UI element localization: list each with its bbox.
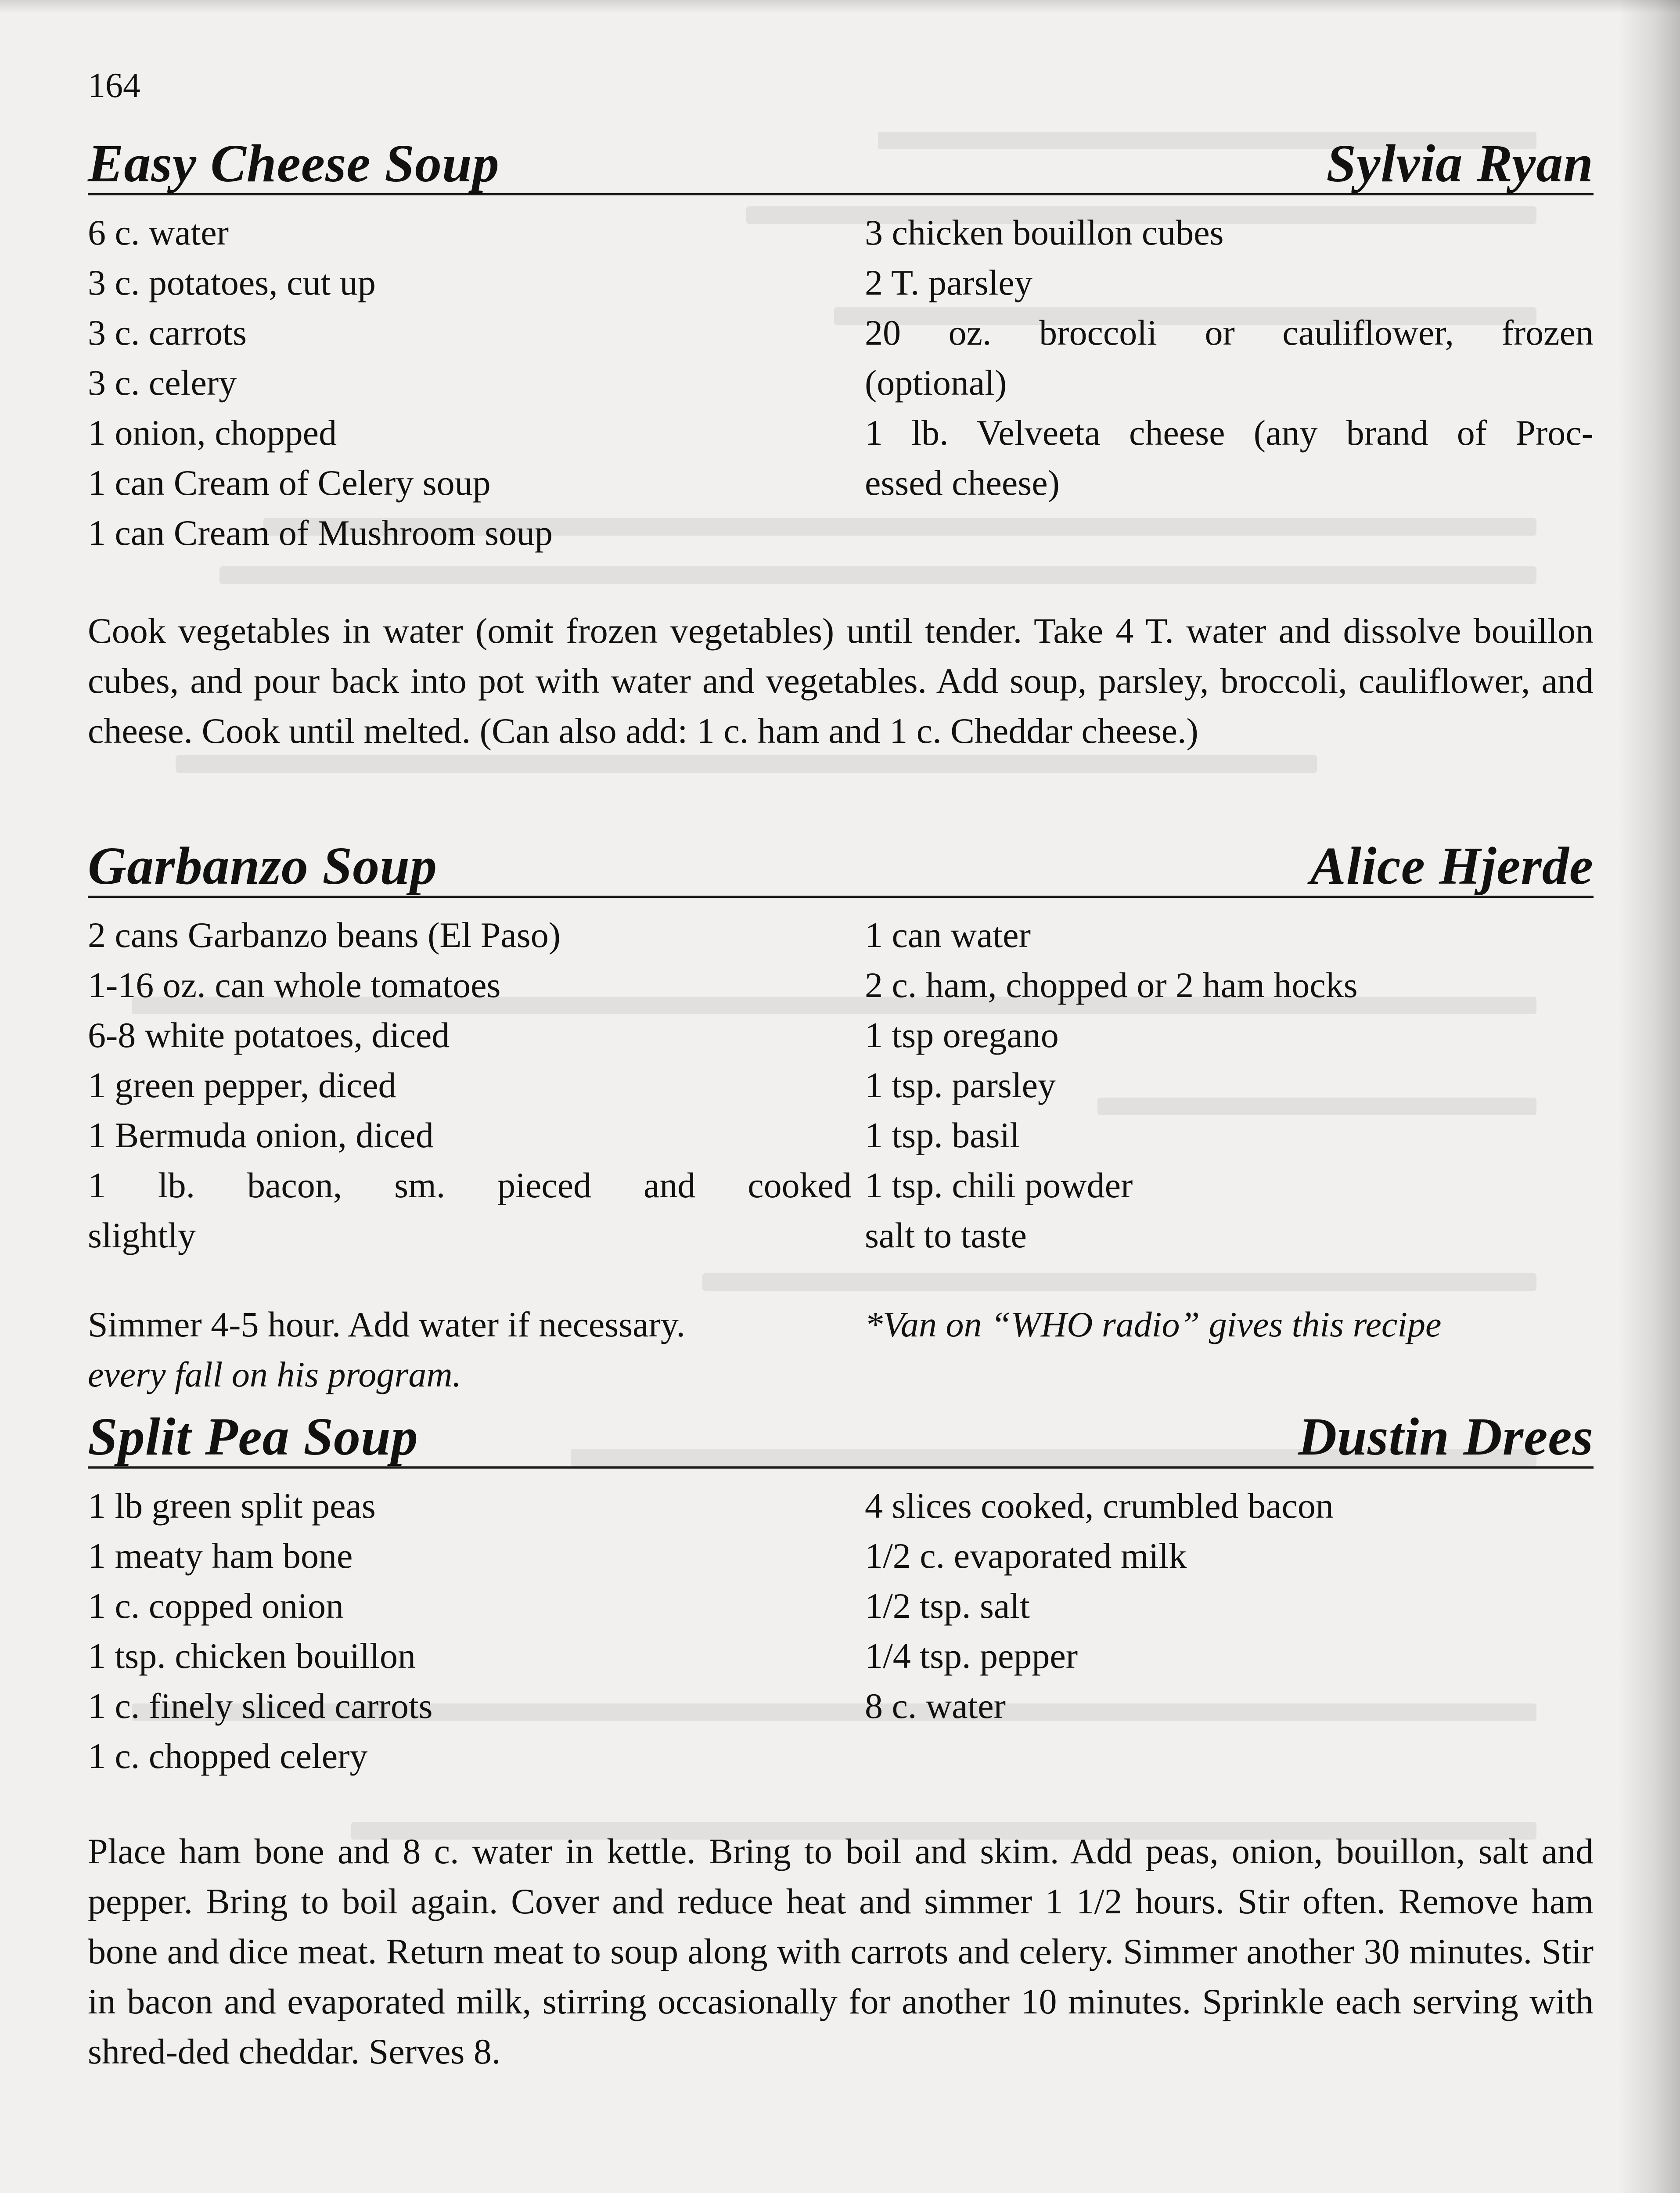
recipe-author: Dustin Drees xyxy=(1298,1407,1594,1466)
ingredient: 3 c. potatoes, cut up xyxy=(88,263,376,302)
ingredient: 1/2 c. evaporated milk xyxy=(865,1536,1187,1576)
recipe-garbanzo-soup xyxy=(88,834,1594,1394)
top-page-shadow xyxy=(0,0,1680,13)
recipe-instructions: Cook vegetables in water (omit frozen vegetables) until tender. Take 4 T. water and dissolve bouillon cubes, and pour back into pot with water and vegetables. Add soup, parsley, broccoli, cauliflower, and cheese. Cook until melted. (Can also add: 1 c. ham and 1 c. Cheddar cheese.) xyxy=(88,611,1594,751)
ingredient: 20 oz. broccoli or cauliflower, frozen xyxy=(865,313,1594,353)
ingredient: 1 tsp oregano xyxy=(865,1015,1059,1055)
ingredient: 6 c. water xyxy=(88,212,229,252)
recipe-instructions: Place ham bone and 8 c. water in kettle. Bring to boil and skim. Add peas, onion, bouillon, salt and pepper. Bring to boil again. Cover and reduce heat and simmer 1 1/2 hours. Stir often. Remove ham bone and dice meat. Return meat to soup along with carrots and celery. Simmer another 30 minutes. Stir in bacon and evaporated milk, stirring occasionally for another 10 minutes. Sprinkle each serving with shred-ded cheddar. Serves 8. xyxy=(88,1831,1594,2071)
recipe-header xyxy=(88,1405,1594,1469)
ingredients-left-column xyxy=(88,910,852,1260)
ingredient: 6-8 white potatoes, diced xyxy=(88,1015,450,1055)
recipe-author: Sylvia Ryan xyxy=(1326,134,1594,193)
ingredient: 1 meaty ham bone xyxy=(88,1536,353,1576)
ingredient: essed cheese) xyxy=(865,463,1060,503)
ingredient: 4 slices cooked, crumbled bacon xyxy=(865,1486,1334,1526)
ingredient: 1 Bermuda onion, diced xyxy=(88,1115,434,1155)
ingredients-left-column xyxy=(88,208,852,558)
ingredients-left-column xyxy=(88,1481,852,1781)
ingredient: 3 c. carrots xyxy=(88,313,247,353)
ingredient: slightly xyxy=(88,1215,196,1255)
page-number: 164 xyxy=(88,66,140,105)
recipe-easy-cheese-soup xyxy=(88,132,1594,751)
ingredient-list xyxy=(88,208,1594,559)
ingredient: 2 T. parsley xyxy=(865,263,1032,302)
ingredient: 1 can water xyxy=(865,915,1031,955)
ingredient: 1 tsp. chili powder xyxy=(865,1165,1133,1205)
ingredient: 1-16 oz. can whole tomatoes xyxy=(88,965,501,1005)
ingredient: 3 chicken bouillon cubes xyxy=(865,212,1224,252)
recipe-header xyxy=(88,834,1594,898)
recipe-title: Easy Cheese Soup xyxy=(88,134,500,193)
recipe-author: Alice Hjerde xyxy=(1310,836,1594,896)
ingredients-right-column xyxy=(865,208,1594,508)
recipe-title: Split Pea Soup xyxy=(88,1407,418,1466)
ingredients-right-column xyxy=(865,910,1594,1260)
ingredient: 2 cans Garbanzo beans (El Paso) xyxy=(88,915,561,955)
ingredient: 1 c. finely sliced carrots xyxy=(88,1686,433,1726)
ingredient: 1 can Cream of Celery soup xyxy=(88,463,491,503)
ingredient: 1 lb green split peas xyxy=(88,1486,376,1526)
ingredient: (optional) xyxy=(865,363,1007,403)
ingredient-list xyxy=(88,910,1594,1261)
ingredient: salt to taste xyxy=(865,1215,1027,1255)
ingredient: 1/2 tsp. salt xyxy=(865,1586,1030,1626)
recipe-header xyxy=(88,132,1594,195)
simmer-instruction: Simmer 4-5 hour. Add water if necessary. xyxy=(88,1304,686,1344)
ingredient: 1 c. copped onion xyxy=(88,1586,344,1626)
ingredient: 1 onion, chopped xyxy=(88,413,337,453)
recipe-split-pea-soup xyxy=(88,1405,1594,2071)
ingredient: 1 lb. bacon, sm. pieced and cooked xyxy=(88,1165,852,1205)
ingredient: 1 tsp. parsley xyxy=(865,1065,1056,1105)
ingredient: 1 lb. Velveeta cheese (any brand of Proc- xyxy=(865,413,1594,453)
ingredient: 1 can Cream of Mushroom soup xyxy=(88,513,553,553)
radio-note-continued: every fall on his program. xyxy=(88,1354,462,1394)
ingredient: 2 c. ham, chopped or 2 ham hocks xyxy=(865,965,1358,1005)
ingredient: 1 tsp. chicken bouillon xyxy=(88,1636,416,1676)
right-page-edge-shadow xyxy=(1619,0,1680,2193)
ingredient: 1 green pepper, diced xyxy=(88,1065,396,1105)
ingredients-right-column xyxy=(865,1481,1594,1731)
recipe-title: Garbanzo Soup xyxy=(88,836,438,896)
ingredient: 3 c. celery xyxy=(88,363,237,403)
ingredient: 1/4 tsp. pepper xyxy=(865,1636,1078,1676)
ingredient-list xyxy=(88,1481,1594,1788)
ingredient: 8 c. water xyxy=(865,1686,1006,1726)
ingredient: 1 c. chopped celery xyxy=(88,1736,368,1776)
radio-note: *Van on “WHO radio” gives this recipe xyxy=(865,1304,1442,1344)
ingredient: 1 tsp. basil xyxy=(865,1115,1020,1155)
